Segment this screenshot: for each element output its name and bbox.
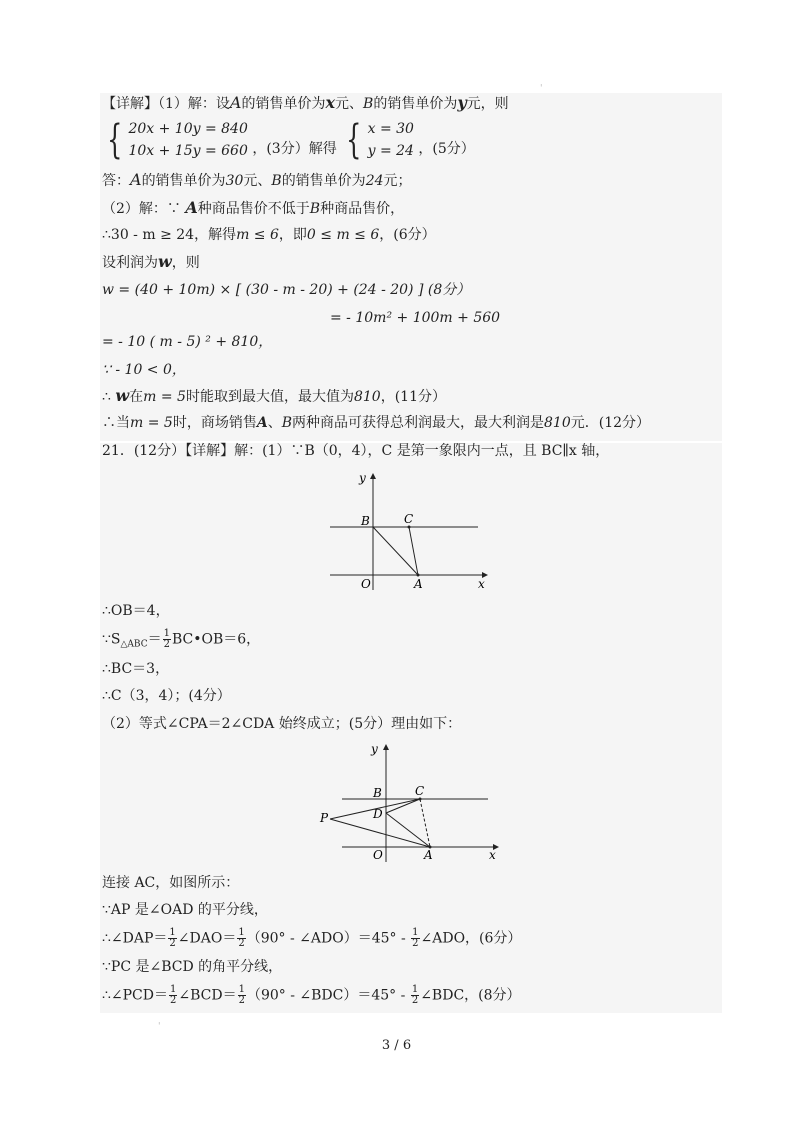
line-23: ∴∠PCD＝ $\frac{1}{2}$ ∠BCD＝ $\frac{1}{2}$ （90° - ∠BDC）＝45° - $\frac{1}{2}$ ∠BDC，(8分） (102, 984, 521, 1006)
segment-ca (409, 527, 418, 575)
segment-dc (386, 799, 420, 813)
problem-21-header: 21．(12分）【详解】解：(1）∵B（0，4），C 是第一象限内一点，且 BC∥x 轴， (102, 443, 610, 459)
fraction: $\frac{1}{2}$ (238, 927, 245, 949)
fraction: $\frac{1}{2}$ (170, 984, 177, 1006)
equation-system-line: { 20x + 10y = 840 10x + 15y = 660 ，(3分）解得 { x = 30 y = 24 ，(5分） (102, 118, 475, 162)
line-9: = - 10 ( m - 5) ² + 810， (102, 334, 273, 350)
label-b: B (373, 786, 382, 800)
line-6: 设利润为w，则 (102, 252, 200, 271)
label-a: A (414, 577, 423, 591)
line-16: ∴BC＝3， (102, 661, 170, 677)
label-x: x (478, 577, 485, 591)
segment-da (386, 813, 430, 847)
label-c: C (415, 784, 425, 798)
fraction: $\frac{1}{2}$ (412, 927, 419, 949)
solution-system: { x = 30 y = 24 (346, 117, 414, 163)
line-5: ∴30 - m ≥ 24，解得m ≤ 6，即0 ≤ m ≤ 6，(6分） (102, 227, 436, 243)
page-number: 3 / 6 (381, 1038, 412, 1053)
label-o: O (361, 577, 371, 591)
segment-ba (373, 527, 418, 575)
corner-mark: ' (158, 1022, 161, 1032)
line-8: = - 10m² + 100m + 560 (330, 310, 501, 326)
fraction: $\frac{1}{2}$ (169, 927, 176, 949)
fraction: $\frac{1}{2}$ (163, 628, 170, 650)
figure-2-coordinate-diagram (318, 740, 503, 865)
label-y: y (371, 742, 378, 756)
line-14: ∴OB＝4， (102, 603, 170, 619)
line-21: ∴∠DAP＝ $\frac{1}{2}$ ∠DAO＝ $\frac{1}{2}$ （90° - ∠ADO）＝45° - $\frac{1}{2}$ ∠ADO，(6分） (102, 927, 522, 949)
label-y: y (359, 471, 366, 485)
label-a: A (424, 848, 433, 862)
label-p: P (320, 811, 329, 825)
line-18: （2）等式∠CPA＝2∠CDA 始终成立；(5分）理由如下： (102, 716, 462, 732)
line-3: 答：A的销售单价为30元、B的销售单价为24元； (102, 170, 412, 189)
fraction: $\frac{1}{2}$ (238, 984, 245, 1006)
corner-mark: ' (540, 84, 543, 94)
line-17: ∴C（3，4）；(4分） (102, 688, 231, 704)
line-22: ∵PC 是∠BCD 的角平分线， (102, 959, 283, 975)
line-12: ∴当m = 5时，商场销售A、B两种商品可获得总利润最大，最大利润是810元．(12分） (102, 415, 651, 431)
line-10: ∵ - 10 < 0， (102, 362, 186, 378)
line-20: ∵AP 是∠OAD 的平分线， (102, 902, 268, 918)
line-7: w = (40 + 10m) × [ (30 - m - 20) + (24 - 20) ] (8分） (102, 282, 471, 298)
line-15: $\because S_{\triangle ABC}=$ $\frac{1}{2}$ BC•OB＝6， (102, 628, 261, 650)
equation-system: { 20x + 10y = 840 10x + 15y = 660 (107, 117, 248, 163)
figure-1-coordinate-diagram (325, 468, 495, 593)
label-c: C (404, 512, 414, 526)
label-b: B (361, 514, 370, 528)
label-x: x (489, 848, 496, 862)
label-d: D (373, 807, 383, 821)
line-1: 【详解】（1）解：设A的销售单价为x元、B的销售单价为y元，则 (102, 93, 509, 112)
line-19: 连接 AC，如图所示： (102, 875, 240, 891)
label-o: O (373, 848, 383, 862)
fraction: $\frac{1}{2}$ (411, 984, 419, 1006)
segment-pa (330, 819, 430, 847)
line-4: （2）解：∵ A种商品售价不低于B种商品售价， (102, 198, 405, 217)
line-11: ∴ w在m = 5时能取到最大值，最大值为810，(11分） (102, 386, 446, 405)
